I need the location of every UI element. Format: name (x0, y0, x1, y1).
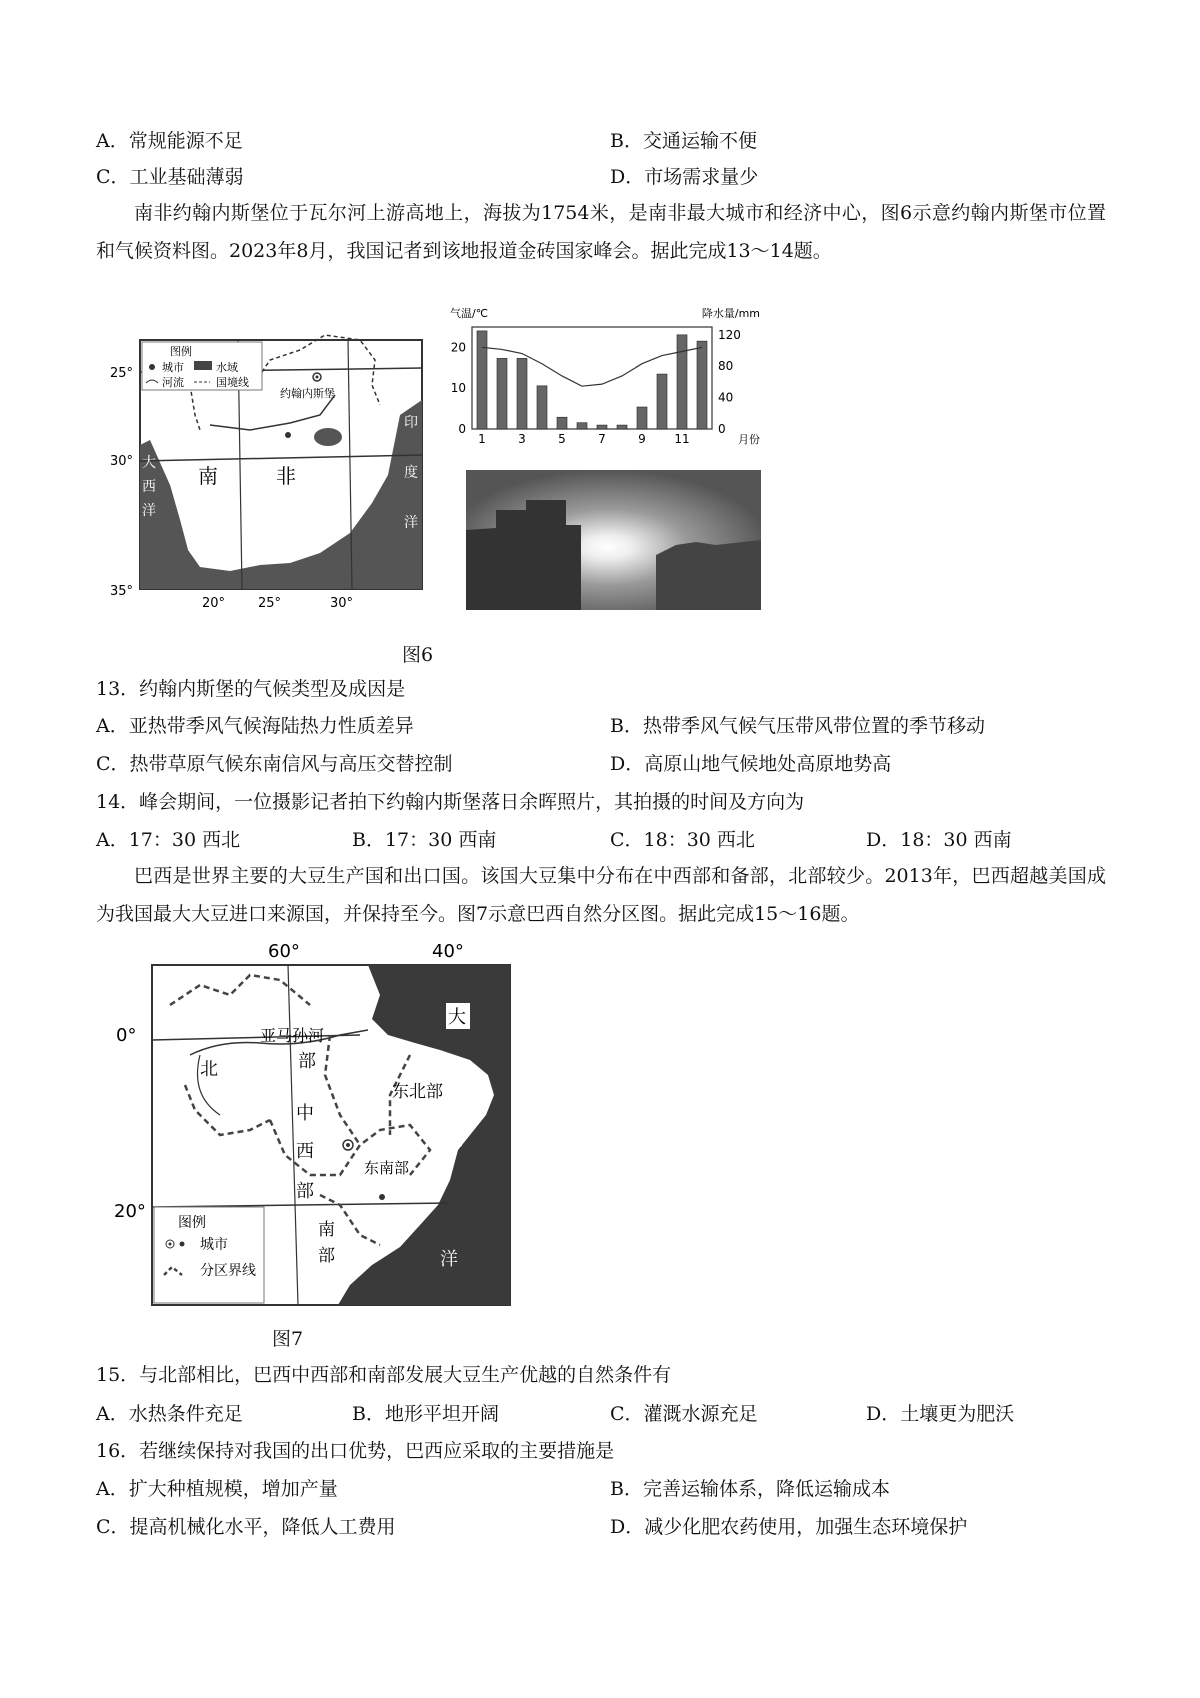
region-central-1: 中 (296, 1103, 314, 1124)
q15-option-c: C．灌溉水源充足 (610, 1403, 758, 1425)
q14-option-c: C．18：30 西北 (610, 829, 755, 851)
indian-1: 印 (404, 415, 418, 431)
q13-option-c: C．热带草原气候东南信风与高压交替控制 (96, 753, 453, 775)
q14-option-a: A．17：30 西北 (96, 829, 241, 851)
q12-option-a: A．常规能源不足 (96, 130, 243, 152)
country-char-2: 非 (276, 464, 296, 488)
x-tick-3: 3 (518, 432, 526, 446)
lon-60: 60° (268, 941, 300, 962)
legend-boundary: 分区界线 (200, 1263, 256, 1279)
right-tick-40: 40 (718, 390, 734, 405)
x-tick-7: 7 (598, 432, 606, 446)
legend-river: 河流 (162, 376, 184, 389)
river-label: 亚马孙河 (260, 1026, 325, 1045)
fig6-caption: 图6 (402, 644, 434, 666)
legend-city: 城市 (162, 361, 184, 374)
region-southeast: 东南部 (364, 1159, 410, 1177)
fig7-caption: 图7 (272, 1328, 304, 1350)
xlabel: 月份 (738, 433, 760, 446)
legend-title: 图例 (178, 1215, 206, 1231)
region-north: 北 (200, 1059, 218, 1080)
x-tick-5: 5 (558, 432, 566, 446)
q16-stem: 16．若继续保持对我国的出口优势，巴西应采取的主要措施是 (96, 1440, 615, 1462)
legend-city: 城市 (200, 1237, 228, 1253)
fig7-map (110, 935, 520, 1315)
country-char-1: 南 (198, 464, 218, 488)
intro-15-16: 巴西是世界主要的大豆生产国和出口国。该国大豆集中分布在中西部和备部，北部较少。2013年，巴西超越美国成为我国最大大豆进口来源国，并保持至今。图7示意巴西自然分区图。据此完成15～16题。 (96, 865, 1106, 925)
q13-option-d: D．高原山地气候地处高原地势高 (610, 753, 892, 775)
indian-3: 洋 (404, 515, 418, 531)
lat-30: 30° (110, 454, 134, 469)
region-north-2: 部 (298, 1051, 316, 1072)
precip-bar-5 (557, 417, 567, 429)
ylabel-right: 降水量/mm (701, 307, 760, 320)
precip-bar-7 (597, 425, 607, 429)
legend-water: 水域 (216, 361, 238, 374)
right-tick-80: 80 (718, 359, 734, 374)
q15-stem: 15．与北部相比，巴西中西部和南部发展大豆生产优越的自然条件有 (96, 1364, 672, 1386)
lon-40: 40° (432, 941, 464, 962)
fig6-map (110, 305, 450, 610)
lon-25: 25° (258, 596, 282, 610)
x-tick-1: 1 (478, 432, 486, 446)
ocean-2: 西 (446, 1129, 464, 1150)
q14-option-d: D．18：30 西南 (866, 829, 1012, 851)
q15-option-a: A．水热条件充足 (96, 1403, 243, 1425)
atlantic-3: 洋 (142, 503, 156, 519)
right-tick-120: 120 (718, 327, 741, 342)
lon-30: 30° (330, 596, 354, 610)
region-south-1: 南 (318, 1220, 335, 1240)
precip-bar-12 (697, 341, 707, 429)
precip-bar-2 (497, 358, 507, 429)
lon-20: 20° (202, 596, 226, 610)
lat-25: 25° (110, 366, 134, 381)
q14-option-b: B．17：30 西南 (352, 829, 497, 851)
plot-frame (472, 327, 712, 429)
precip-bar-8 (617, 425, 627, 429)
q15-option-b: B．地形平坦开阔 (352, 1403, 499, 1425)
precip-bar-1 (477, 331, 487, 429)
q16-option-b: B．完善运输体系，降低运输成本 (610, 1478, 890, 1500)
x-tick-11: 11 (674, 432, 690, 446)
q13-option-a: A．亚热带季风气候海陆热力性质差异 (96, 715, 414, 737)
legend-title: 图例 (170, 345, 192, 358)
precip-bar-11 (677, 335, 687, 429)
precip-bar-4 (537, 386, 547, 429)
precip-bar-3 (517, 358, 527, 429)
ylabel-left: 气温/℃ (450, 307, 489, 320)
q12-option-c: C．工业基础薄弱 (96, 166, 244, 188)
q13-stem: 13．约翰内斯堡的气候类型及成因是 (96, 678, 406, 700)
precip-bar-6 (577, 423, 587, 429)
fig6-sunset-photo (466, 470, 761, 610)
q16-option-a: A．扩大种植规模，增加产量 (96, 1478, 338, 1500)
ocean-1: 大 (448, 1007, 466, 1028)
fig6-climate-chart (450, 305, 760, 453)
q15-option-d: D．土壤更为肥沃 (866, 1403, 1015, 1425)
indian-2: 度 (404, 465, 418, 481)
lat-20: 20° (114, 1201, 146, 1222)
lat-35: 35° (110, 584, 134, 599)
legend-border: 国境线 (216, 376, 249, 389)
atlantic-2: 西 (142, 479, 156, 495)
q16-option-c: C．提高机械化水平，降低人工费用 (96, 1516, 396, 1538)
ocean-3: 洋 (440, 1249, 458, 1270)
q13-option-b: B．热带季风气候气压带风带位置的季节移动 (610, 715, 985, 737)
atlantic-1: 大 (142, 455, 156, 471)
region-south-2: 部 (318, 1246, 335, 1266)
city-label: 约翰内斯堡 (280, 387, 335, 400)
q14-stem: 14．峰会期间，一位摄影记者拍下约翰内斯堡落日余晖照片，其拍摄的时间及方向为 (96, 791, 805, 813)
q16-option-d: D．减少化肥农药使用，加强生态环境保护 (610, 1516, 968, 1538)
region-central-3: 部 (296, 1181, 314, 1202)
left-tick-10: 10 (450, 381, 466, 396)
region-central-2: 西 (296, 1141, 314, 1162)
intro-13-14: 南非约翰内斯堡位于瓦尔河上游高地上，海拔为1754米，是南非最大城市和经济中心，图6示意约翰内斯堡市位置和气候资料图。2023年8月，我国记者到该地报道金砖国家峰会。据此完成13～14题。 (96, 202, 1106, 262)
precip-bar-10 (657, 374, 667, 429)
region-northeast: 东北部 (392, 1082, 443, 1102)
right-tick-0: 0 (718, 422, 726, 436)
left-tick-20: 20 (450, 340, 466, 355)
q12-option-d: D．市场需求量少 (610, 166, 759, 188)
q12-option-b: B．交通运输不便 (610, 130, 757, 152)
x-tick-9: 9 (638, 432, 646, 446)
lat-0: 0° (116, 1025, 137, 1046)
left-tick-0: 0 (458, 422, 466, 436)
precip-bar-9 (637, 407, 647, 429)
